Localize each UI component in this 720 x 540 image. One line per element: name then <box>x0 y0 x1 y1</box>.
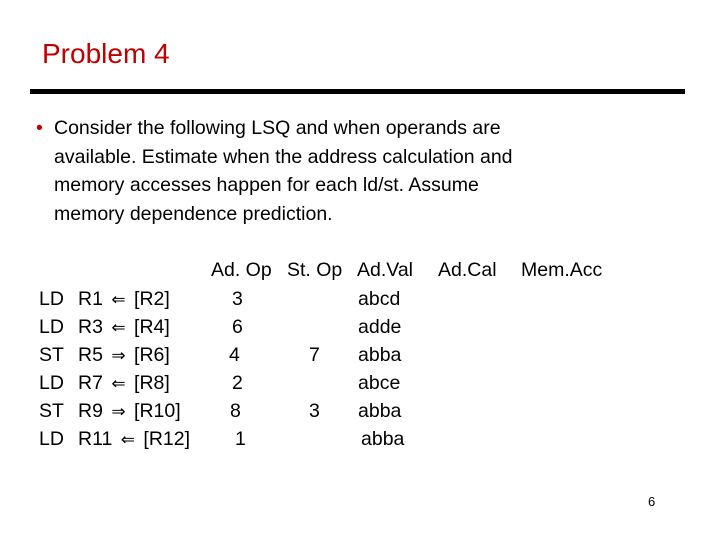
row-op: LD <box>39 428 64 450</box>
row-ad-op: 3 <box>232 288 243 310</box>
dst-register: R5 <box>78 344 103 366</box>
bullet-paragraph <box>36 114 616 228</box>
row-op: LD <box>39 372 64 394</box>
src-operand: [R8] <box>134 372 170 394</box>
body-line: Consider the following LSQ and when operands are <box>54 117 501 139</box>
right-arrow-icon: ⇒ <box>111 346 126 366</box>
row-ad-val: abba <box>358 400 402 422</box>
left-arrow-icon: ⇐ <box>111 318 126 338</box>
row-ad-op: 1 <box>235 428 246 450</box>
body-line: memory dependence prediction. <box>54 202 333 225</box>
row-ad-op: 2 <box>232 372 243 394</box>
header-ad-cal: Ad.Cal <box>438 259 497 281</box>
row-instruction <box>78 397 181 426</box>
left-arrow-icon: ⇐ <box>111 290 126 310</box>
row-op: LD <box>39 316 64 338</box>
row-ad-val: adde <box>358 316 402 338</box>
row-ad-val: abba <box>358 344 402 366</box>
src-operand: [R2] <box>134 288 170 310</box>
row-st-op: 3 <box>309 400 320 422</box>
row-op: ST <box>39 400 64 422</box>
src-operand: [R12] <box>143 428 191 450</box>
row-op: ST <box>39 344 64 366</box>
dst-register: R9 <box>78 400 103 422</box>
header-ad-op: Ad. Op <box>211 259 272 281</box>
dst-register: R11 <box>78 428 113 450</box>
row-instruction <box>78 425 190 454</box>
src-operand: [R6] <box>134 344 170 366</box>
row-ad-op: 8 <box>230 400 241 422</box>
title-divider <box>30 89 685 94</box>
left-arrow-icon: ⇐ <box>111 374 126 394</box>
body-line: memory accesses happen for each ld/st. Assume <box>54 174 479 196</box>
row-instruction <box>78 369 170 398</box>
row-instruction <box>78 313 170 342</box>
slide-title: Problem 4 <box>42 38 170 69</box>
header-st-op: St. Op <box>287 259 343 281</box>
row-ad-val: abcd <box>358 288 401 310</box>
row-ad-op: 4 <box>229 344 240 366</box>
row-ad-op: 6 <box>232 316 243 338</box>
dst-register: R7 <box>78 372 103 394</box>
row-instruction <box>78 341 170 370</box>
row-ad-val: abba <box>361 428 405 450</box>
left-arrow-icon: ⇐ <box>120 430 135 450</box>
body-line: available. Estimate when the address calculation and <box>54 145 513 168</box>
bullet-marker: • <box>36 117 43 139</box>
src-operand: [R10] <box>134 400 181 422</box>
src-operand: [R4] <box>134 316 170 338</box>
row-op: LD <box>39 288 64 310</box>
right-arrow-icon: ⇒ <box>111 402 126 422</box>
row-instruction <box>78 285 170 314</box>
header-ad-val: Ad.Val <box>357 259 414 281</box>
dst-register: R1 <box>78 288 103 310</box>
header-mem-acc: Mem.Acc <box>521 259 603 281</box>
row-ad-val: abce <box>358 372 401 394</box>
row-st-op: 7 <box>309 344 320 366</box>
dst-register: R3 <box>78 316 103 338</box>
page-number: 6 <box>648 494 656 509</box>
